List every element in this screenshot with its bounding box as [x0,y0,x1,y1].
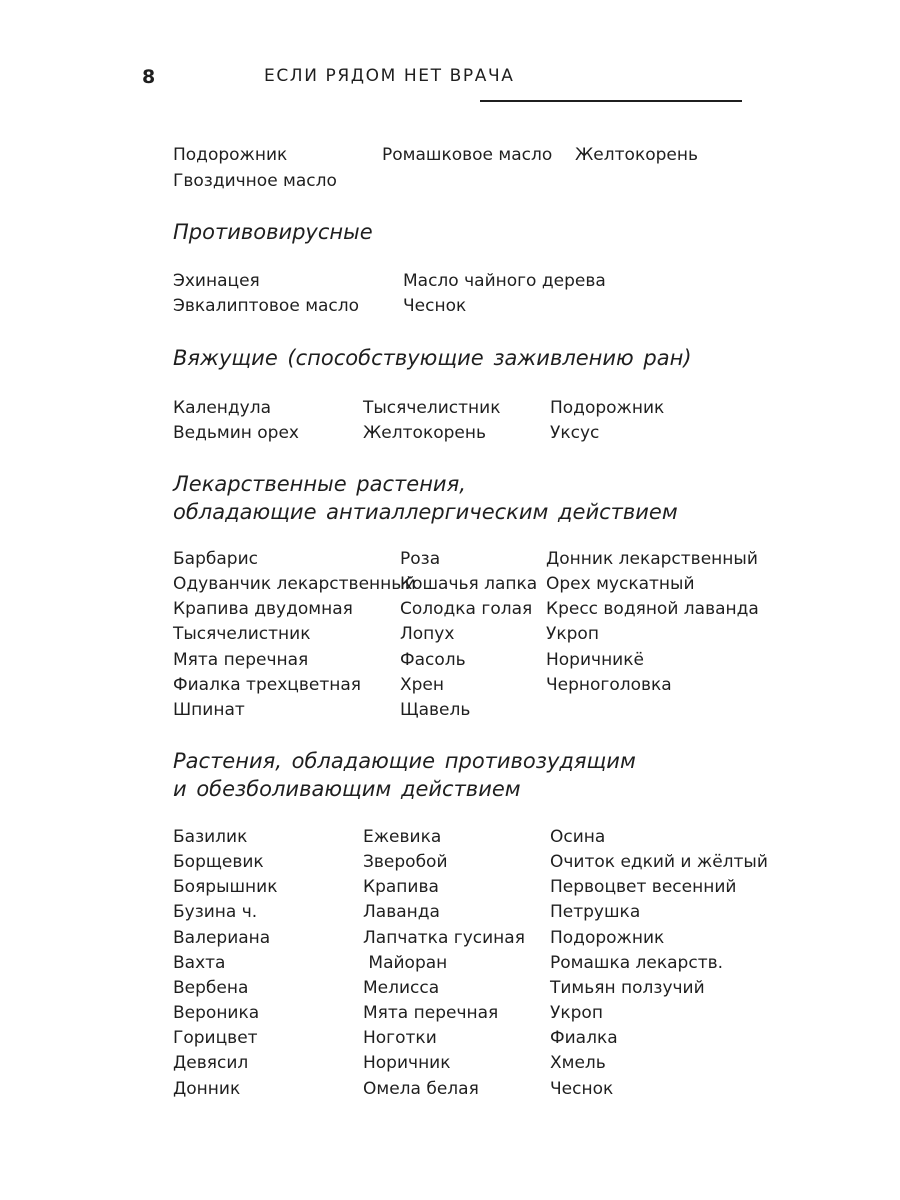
list-item: Норичникё [546,650,644,670]
list-item: Ежевика [363,827,442,847]
list-row [0,950,900,976]
list-item: Ведьмин орех [173,423,299,443]
list-item: Лопух [400,624,455,644]
list-row [0,596,900,622]
list-item: Барбарис [173,549,258,569]
list-item: Вербена [173,978,249,998]
list-item: Чеснок [550,1079,614,1099]
list-item: Фиалка [550,1028,618,1048]
list-item: Крапива [363,877,439,897]
list-item: Укроп [546,624,599,644]
page-number: 8 [142,66,156,88]
list-item: Фасоль [400,650,466,670]
list-row [0,268,900,294]
list-item: Щавель [400,700,471,720]
list-item: Подорожник [550,928,665,948]
list-row [0,546,900,572]
list-row [0,1050,900,1076]
list-row [0,1025,900,1051]
list-row [0,1076,900,1102]
list-row [0,142,900,168]
list-item: Шпинат [173,700,245,720]
list-row [0,849,900,875]
list-item: Одуванчик лекарственный [173,574,416,594]
list-item: Лаванда [363,902,440,922]
list-item: Вероника [173,1003,260,1023]
list-item: Майоран [363,953,448,973]
list-item: Солодка голая [400,599,533,619]
list-item: Чеснок [403,296,467,316]
list-item: Подорожник [173,145,288,165]
section-heading: Вяжущие (способствующие заживлению ран) [173,346,692,370]
list-item: Подорожник [550,398,665,418]
list-item: Бузина ч. [173,902,258,922]
list-item: Крапива двудомная [173,599,353,619]
list-item: Укроп [550,1003,603,1023]
list-item: Календула [173,398,272,418]
list-item: Тысячелистник [363,398,501,418]
list-row [0,420,900,446]
list-item: Черноголовка [546,675,672,695]
running-title: ЕСЛИ РЯДОМ НЕТ ВРАЧА [264,66,515,86]
list-item: Фиалка трехцветная [173,675,361,695]
list-item: Вахта [173,953,226,973]
list-row [0,925,900,951]
list-item: Хрен [400,675,445,695]
list-item: Мелисса [363,978,440,998]
list-item: Борщевик [173,852,264,872]
list-row [0,1000,900,1026]
list-item: Уксус [550,423,600,443]
list-row [0,824,900,850]
section-heading: Лекарственные растения, [173,472,466,496]
list-row [0,697,900,723]
list-row [0,571,900,597]
list-item: Желтокорень [363,423,486,443]
list-item: Девясил [173,1053,249,1073]
list-item: Горицвет [173,1028,258,1048]
section-heading-continued: и обезболивающим действием [173,777,521,801]
list-item: Донник лекарственный [546,549,758,569]
list-item: Петрушка [550,902,641,922]
section-heading: Растения, обладающие противозудящим [173,749,636,773]
list-row [0,293,900,319]
list-item: Донник [173,1079,241,1099]
list-item: Кресс водяной лаванда [546,599,759,619]
list-item: Зверобой [363,852,448,872]
list-item: Мята перечная [173,650,309,670]
list-item: Ромашковое масло [382,145,553,165]
list-item: Ноготки [363,1028,437,1048]
list-item: Масло чайного дерева [403,271,606,291]
list-item: Лапчатка гусиная [363,928,525,948]
list-row [0,874,900,900]
header-rule [480,100,742,102]
list-item: Осина [550,827,606,847]
section-heading: Противовирусные [173,220,373,244]
list-item: Боярышник [173,877,278,897]
list-item: Тимьян ползучий [550,978,705,998]
section-heading-continued: обладающие антиаллергическим действием [173,500,678,524]
list-item: Тысячелистник [173,624,311,644]
list-item: Очиток едкий и жёлтый [550,852,768,872]
list-item: Валериана [173,928,271,948]
list-row [0,672,900,698]
list-item: Мята перечная [363,1003,499,1023]
list-item: Орех мускатный [546,574,695,594]
list-row [0,395,900,421]
list-item: Норичник [363,1053,451,1073]
list-item: Эхинацея [173,271,260,291]
list-item: Эвкалиптовое масло [173,296,360,316]
list-row [0,621,900,647]
list-item: Базилик [173,827,248,847]
list-item: Омела белая [363,1079,479,1099]
list-item: Кошачья лапка [400,574,538,594]
list-item: Желтокорень [575,145,698,165]
list-row [0,975,900,1001]
list-row [0,168,900,194]
list-item: Хмель [550,1053,606,1073]
list-item: Ромашка лекарств. [550,953,724,973]
list-item: Первоцвет весенний [550,877,737,897]
list-item: Гвоздичное масло [173,171,337,191]
list-item: Роза [400,549,441,569]
list-row [0,647,900,673]
list-row [0,899,900,925]
